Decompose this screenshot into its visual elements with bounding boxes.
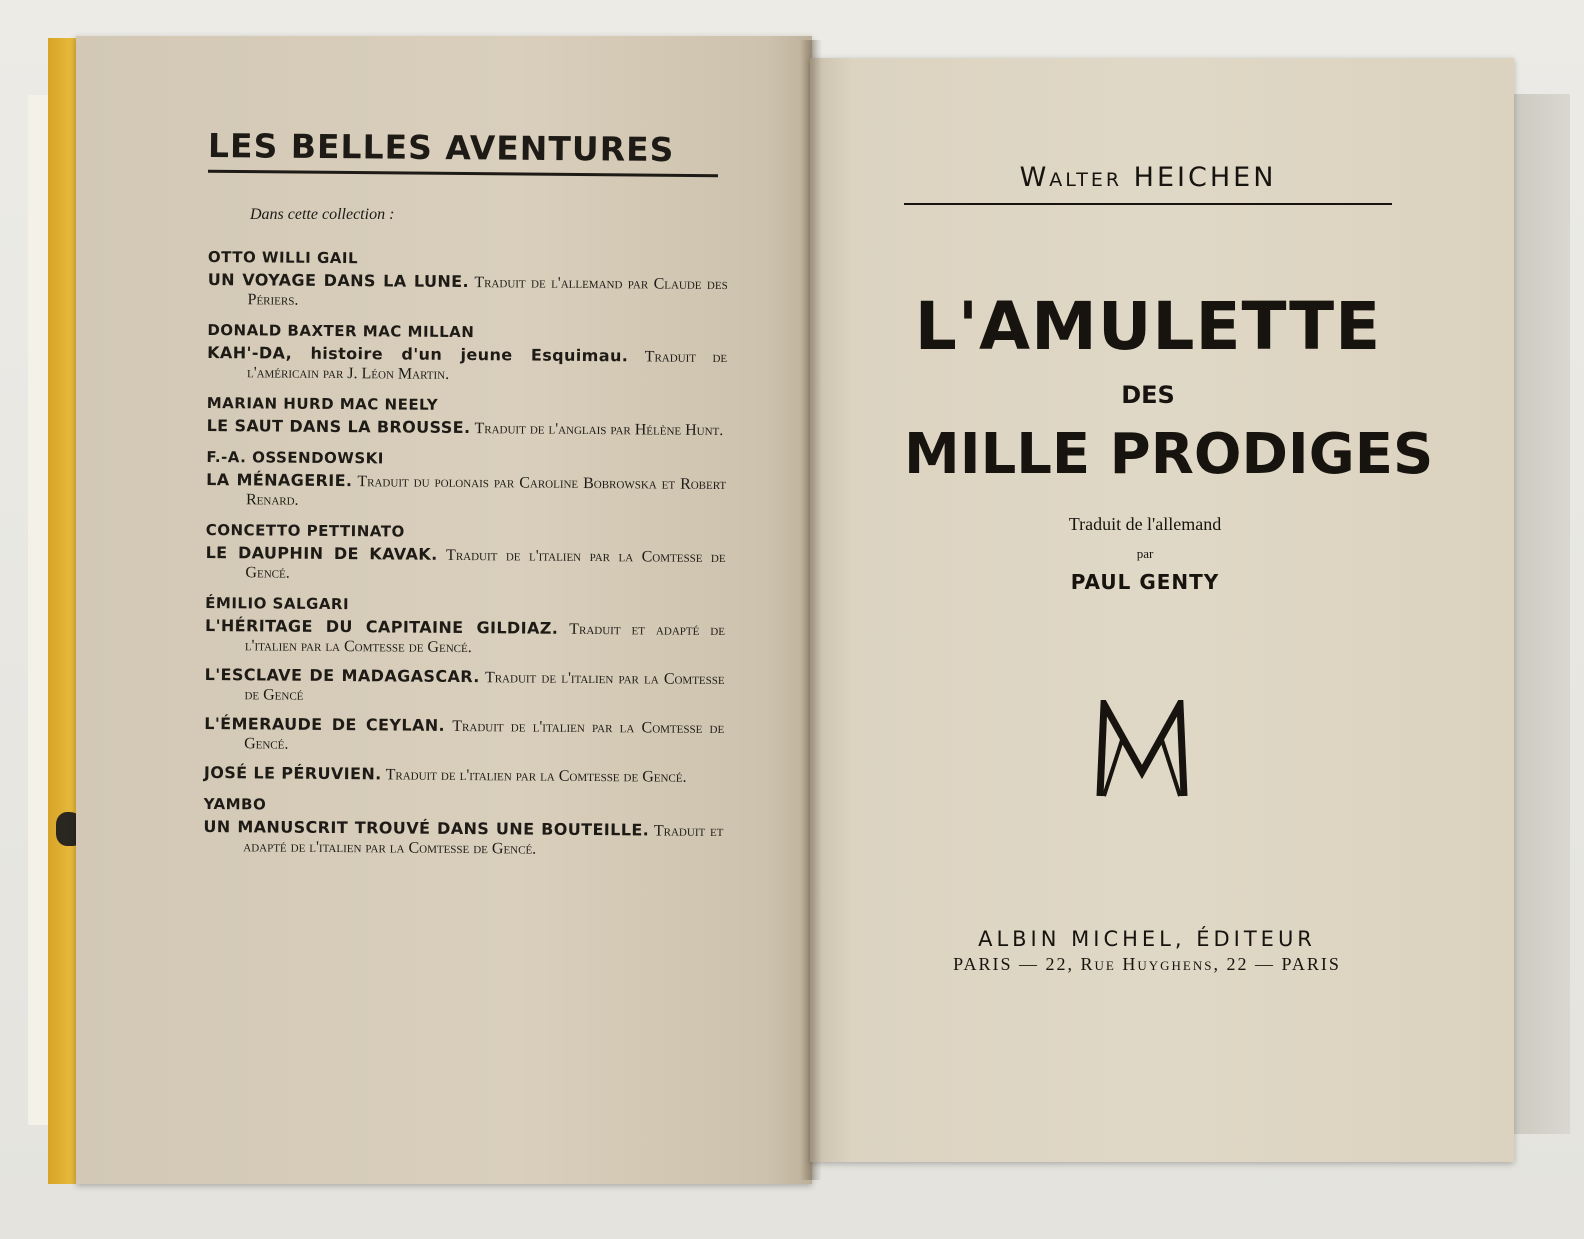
book-entry — [206, 470, 726, 513]
book-title: L'ESCLAVE DE MADAGASCAR. — [204, 664, 480, 687]
book-entry — [204, 665, 724, 708]
title-line-3: MILLE PRODIGES — [904, 422, 1434, 487]
book-entry — [205, 543, 725, 586]
book-translation-note: Traduit et adapté de l'italien par la Comtesse de Gencé. — [244, 620, 726, 657]
back-cover-edge — [1506, 94, 1570, 1134]
publisher-name: ALBIN MICHEL, ÉDITEUR — [978, 927, 1316, 951]
book-title: UN VOYAGE DANS LA LUNE. — [207, 269, 470, 292]
book-entry — [203, 817, 723, 860]
book-list — [203, 248, 728, 872]
book-title: LE SAUT DANS LA BROUSSE. — [206, 415, 471, 438]
book-title: JOSÉ LE PÉRUVIEN. — [203, 762, 382, 784]
book-translation-note: Traduit de l'italien par la Comtesse de Gencé. — [385, 766, 687, 786]
list-author-name: YAMBO — [203, 794, 267, 814]
book-entry — [208, 270, 728, 313]
book-entry — [207, 416, 727, 440]
author-group — [208, 248, 728, 313]
translated-from: Traduit de l'allemand — [1068, 514, 1222, 534]
albin-michel-monogram-icon — [1094, 700, 1190, 800]
book-translation-note: Traduit de l'italien par la Comtesse de Gencé — [244, 669, 725, 704]
book-translation-note: Traduit et adapté de l'italien par la Comtesse de Gencé. — [243, 822, 724, 858]
book-title: KAH'-DA, histoire d'un jeune Esquimau. — [207, 342, 629, 366]
book-translation-note: Traduit de l'allemand par Claude des Périers. — [247, 274, 728, 309]
book-entry — [207, 343, 727, 386]
book-entry — [204, 714, 724, 757]
list-author-name: F.-A. OSSENDOWSKI — [206, 447, 384, 468]
book-title: LE DAUPHIN DE KAVAK. — [205, 542, 438, 564]
list-author-name: OTTO WILLI GAIL — [207, 248, 359, 268]
book-title: UN MANUSCRIT TROUVÉ DANS UNE BOUTEILLE. — [203, 816, 650, 840]
author-name: Walter HEICHEN — [1019, 162, 1277, 193]
title-line-2: DES — [1121, 381, 1175, 409]
list-author-name: MARIAN HURD MAC NEELY — [206, 393, 439, 414]
list-author-name: ÉMILIO SALGARI — [205, 593, 350, 614]
series-title: LES BELLES AVENTURES — [207, 126, 675, 170]
author-group — [206, 448, 726, 513]
book-gutter — [800, 40, 822, 1180]
book-entry — [205, 616, 725, 659]
translator-name: PAUL GENTY — [1070, 570, 1220, 594]
book-translation-note: Traduit de l'anglais par Hélène Hunt. — [474, 420, 724, 440]
author-group — [204, 594, 725, 787]
author-group — [203, 795, 723, 860]
author-group — [207, 394, 727, 440]
book-translation-note: Traduit de l'italien par la Comtesse de Gencé. — [245, 546, 726, 582]
book-title: L'HÉRITAGE DU CAPITAINE GILDIAZ. — [204, 615, 559, 638]
book-translation-note: Traduit de l'italien par la Comtesse de Gencé. — [244, 717, 725, 753]
book-entry — [204, 763, 724, 787]
author-rule — [904, 203, 1392, 205]
book-translation-note: Traduit de l'américain par J. Léon Martin. — [246, 348, 728, 383]
title-line-1: L'AMULETTE — [914, 288, 1382, 365]
list-author-name: DONALD BAXTER MAC MILLAN — [207, 320, 475, 342]
right-page — [810, 58, 1514, 1162]
author-group — [207, 321, 727, 386]
by-word: par — [1136, 546, 1154, 561]
book-translation-note: Traduit du polonais par Caroline Bobrowska et Robert Renard. — [245, 473, 727, 509]
book-title: L'ÉMERAUDE DE CEYLAN. — [204, 713, 446, 735]
list-author-name: CONCETTO PETTINATO — [205, 520, 405, 541]
publisher-address: PARIS — 22, Rue Huyghens, 22 — PARIS — [953, 954, 1341, 974]
author-group — [205, 521, 725, 586]
collection-intro: Dans cette collection : — [250, 206, 395, 223]
book-title: LA MÉNAGERIE. — [206, 469, 353, 491]
